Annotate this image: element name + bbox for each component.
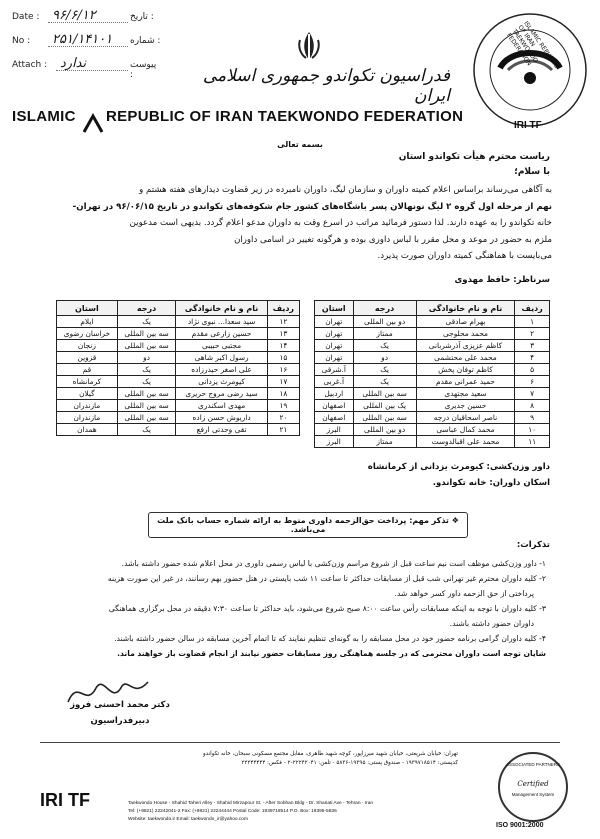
date-value: ۹۶/۶/۱۲ xyxy=(52,8,96,23)
cell-row-number: ۱۰ xyxy=(515,424,550,436)
cell-name: محمد محلوجی xyxy=(416,328,515,340)
cell-name: سید رضی مروج حریری xyxy=(176,388,268,400)
cell-row-number: ۲ xyxy=(515,328,550,340)
note-item: داوران حضور داشته باشند. xyxy=(449,619,534,628)
table-row xyxy=(57,424,300,436)
cell-province: تهران xyxy=(315,328,354,340)
cell-row-number: ۷ xyxy=(515,388,550,400)
signatory-title: دبیرفدراسیون xyxy=(90,716,150,726)
note-item: شایان توجه است داوران محترمی که در جلسه هماهنگی روز مسابقات حضور نیابند از انجام قضاوت باز خواهند ماند. xyxy=(117,649,546,658)
cell-rank: سه بین المللی xyxy=(117,412,176,424)
cell-row-number: ۱۲ xyxy=(267,316,299,328)
logo-ring-text: ISLAMIC REPUBLIC OF IRAN TAEKWONDO FEDERATION xyxy=(505,20,560,70)
cell-row-number: ۹ xyxy=(515,412,550,424)
letter-paragraph xyxy=(40,182,552,265)
cell-name: مهدی اسکندری xyxy=(176,400,268,412)
footer-logo: IRI TF xyxy=(40,790,90,810)
letter-meta xyxy=(12,10,162,80)
table-row xyxy=(315,376,550,388)
footer-web-en: Website: taekwondo.ir Email: taekwondo_ir@yahoo.com xyxy=(128,817,248,822)
cell-row-number: ۲۰ xyxy=(267,412,299,424)
head-referee: سرناظر: حافظ مهدوی xyxy=(454,275,550,285)
cell-rank: سه بین المللی xyxy=(117,388,176,400)
cell-row-number: ۱۴ xyxy=(267,340,299,352)
cell-name: سید سعدا... نبوی نژاد xyxy=(176,316,268,328)
cell-name: حسین جدیری xyxy=(416,400,515,412)
bismillah: بسمه تعالی xyxy=(277,140,323,149)
cert-top: ASSOCIATED PARTNERS xyxy=(505,762,560,767)
table-row xyxy=(315,388,550,400)
cell-name: علی اصغر حیدرزاده xyxy=(176,364,268,376)
referees-table-left xyxy=(56,300,300,436)
cell-province: تهران xyxy=(315,340,354,352)
footer-address xyxy=(128,750,458,768)
cell-rank: یک xyxy=(117,316,176,328)
column-header-province: استان xyxy=(57,301,118,316)
cell-rank: یک xyxy=(117,376,176,388)
cell-name: مجتبی حبیبی xyxy=(176,340,268,352)
cell-rank: یک xyxy=(353,376,416,388)
cell-row-number: ۱۵ xyxy=(267,352,299,364)
cell-name: کاظم توفان پخش xyxy=(416,364,515,376)
cell-rank: یک xyxy=(353,340,416,352)
column-header-row-number: ردیف xyxy=(515,301,550,316)
cell-rank: سه بین المللی xyxy=(117,328,176,340)
column-header-name: نام و نام خانوادگی xyxy=(416,301,515,316)
cell-province: البرز xyxy=(315,436,354,448)
table-row xyxy=(315,412,550,424)
table-row xyxy=(315,400,550,412)
cell-rank: ممتاز xyxy=(353,328,416,340)
referees-table-right xyxy=(314,300,550,448)
footer-phones-en: Tel: (+9821) 22242041-2 Fax: (+9821) 22244444 Postal Code: 1939718514 P.O. Box: 19395-5836 xyxy=(128,809,337,814)
cell-province: ایلام xyxy=(57,316,118,328)
federation-logo xyxy=(470,8,590,138)
table-row xyxy=(57,364,300,376)
recipient: ریاست محترم هیأت تکواندو استان xyxy=(398,152,550,162)
cell-province: قزوین xyxy=(57,352,118,364)
table-row xyxy=(315,340,550,352)
table-body-right xyxy=(315,316,550,448)
cell-name: محمد علی محتشمی xyxy=(416,352,515,364)
cell-name: سعید مجتهدی xyxy=(416,388,515,400)
cell-row-number: ۶ xyxy=(515,376,550,388)
note-item: پرداختی از حق الزحمه داور کسر خواهد شد. xyxy=(394,589,534,598)
iso-label: ISO 9001:2000 xyxy=(496,822,544,829)
column-header-rank: درجه xyxy=(353,301,416,316)
cell-name: تقی وحدتی ارفع xyxy=(176,424,268,436)
cell-row-number: ۱۷ xyxy=(267,376,299,388)
cell-name: حسین زارعی مقدم xyxy=(176,328,268,340)
column-header-row-number: ردیف xyxy=(267,301,299,316)
signatory-name: دکتر محمد احسنی فروز xyxy=(70,700,170,710)
table-body-left xyxy=(57,316,300,436)
cell-province: تهران xyxy=(315,352,354,364)
federation-name-en-left: ISLAMIC xyxy=(12,108,76,125)
cell-province: قم xyxy=(57,364,118,376)
cell-rank: ممتاز xyxy=(353,436,416,448)
column-header-name: نام و نام خانوادگی xyxy=(176,301,268,316)
iso-certification-seal xyxy=(498,752,568,822)
cell-name: محمد کمال عباسی xyxy=(416,424,515,436)
attach-label: Attach : xyxy=(12,60,48,70)
cell-province: کرمانشاه xyxy=(57,376,118,388)
cell-row-number: ۴ xyxy=(515,352,550,364)
cell-rank: دو xyxy=(353,352,416,364)
table-row xyxy=(57,388,300,400)
federation-name-en-right: REPUBLIC OF IRAN TAEKWONDO FEDERATION xyxy=(106,108,464,125)
date-label-fa: تاریخ : xyxy=(130,12,154,22)
cell-province: مازندران xyxy=(57,412,118,424)
footer-address-en: Taekwondo House - Shahid Taheri Alley - Shahid Mirzapour St. - After Sobhan Bldg - Dr. Shariati Ave - Tehran - Iran xyxy=(128,801,374,806)
table-row xyxy=(57,400,300,412)
cell-row-number: ۱ xyxy=(515,316,550,328)
cell-province: مازندران xyxy=(57,400,118,412)
iran-emblem-icon xyxy=(296,30,322,62)
payment-reminder-box xyxy=(148,512,468,538)
number-label-fa: شماره : xyxy=(130,36,161,46)
cell-province: البرز xyxy=(315,424,354,436)
cell-name: محمد علی اقبالدوست xyxy=(416,436,515,448)
cell-rank: یک بین المللی xyxy=(353,400,416,412)
attach-value: ندارد xyxy=(60,56,87,71)
cell-name: داریوش حسن زاده xyxy=(176,412,268,424)
table-header-row xyxy=(57,301,300,316)
table-row xyxy=(57,376,300,388)
table-row xyxy=(57,316,300,328)
table-row xyxy=(315,436,550,448)
cell-row-number: ۸ xyxy=(515,400,550,412)
table-header-row xyxy=(315,301,550,316)
cell-name: رسول اکبر شاهی xyxy=(176,352,268,364)
paragraph-line: می‌بایست با هماهنگی کمیته داوران صورت پذیرد. xyxy=(377,251,552,261)
column-header-province: استان xyxy=(315,301,354,316)
federation-name-fa: فدراسیون تکواندو جمهوری اسلامی ایران xyxy=(202,66,450,106)
paragraph-line: خانه تکواندو را به عهده دارند. لذا دستور فرمائید مراتب در اسرع وقت به داوران مدعو اعلام گردد. بدیهی است مدعوین xyxy=(129,218,552,228)
weigh-in-referee: داور وزن‌کشی: کیومرث یزدانی از کرمانشاه xyxy=(367,462,550,472)
cell-rank: سه بین المللی xyxy=(353,412,416,424)
date-label: Date : xyxy=(12,12,40,22)
cell-row-number: ۱۳ xyxy=(267,328,299,340)
cell-rank: سه بین المللی xyxy=(117,340,176,352)
table-row xyxy=(315,352,550,364)
cell-rank: یک xyxy=(117,424,176,436)
cell-rank: یک xyxy=(353,364,416,376)
note-item: ۲- کلیه داوران محترم غیر تهرانی شب قبل از مسابقات حداکثر تا ساعت ۱۱ شب بایستی در هتل حضور بهم رسانند، در غیر این صورت هزینه xyxy=(107,574,546,583)
cell-province: آ.شرقی xyxy=(315,364,354,376)
cell-name: ناصر اسحاقیان درچه xyxy=(416,412,515,424)
cell-rank: سه بین المللی xyxy=(353,388,416,400)
table-row xyxy=(57,340,300,352)
cell-name: کیومرث یزدانی xyxy=(176,376,268,388)
notes-title: تذکرات: xyxy=(516,540,550,550)
cell-province: خراسان رضوی xyxy=(57,328,118,340)
table-row xyxy=(315,316,550,328)
cell-row-number: ۱۶ xyxy=(267,364,299,376)
cell-province: اصفهان xyxy=(315,412,354,424)
note-item: ۱- داور وزن‌کشی موظف است نیم ساعت قبل از شروع مراسم وزن‌کشی با لباس رسمی داوری در محل اعلام شده حضور داشته باشد. xyxy=(121,559,546,568)
cell-province: زنجان xyxy=(57,340,118,352)
column-header-rank: درجه xyxy=(117,301,176,316)
cell-rank: یک xyxy=(117,364,176,376)
cert-mid: Certified xyxy=(517,780,549,788)
cell-name: کاظم عزیزی آذرشربانی xyxy=(416,340,515,352)
footer-address-en-block xyxy=(128,800,458,824)
cell-province: تهران xyxy=(315,316,354,328)
cell-row-number: ۳ xyxy=(515,340,550,352)
paragraph-line: به آگاهی می‌رساند براساس اعلام کمیته داوران و سازمان لیگ، داوران نامبرده در زیر قضاوت دیدارهای هفته هشتم و xyxy=(139,185,552,195)
paragraph-line: ملزم به حضور در موعد و محل مقرر با لباس داوری بوده و هرگونه تغییر در اسامی داوران xyxy=(234,234,552,245)
logo-text: IRI TF xyxy=(514,120,542,131)
table-row xyxy=(57,412,300,424)
attach-label-fa: پیوست : xyxy=(130,60,157,80)
cell-province: اصفهان xyxy=(315,400,354,412)
note-item: ۴- کلیه داوران گرامی برنامه حضور خود در محل مسابقه را به گونه‌ای تنظیم نمایند که تا اتمام آخرین مسابقه در سالن حضور داشته باشند. xyxy=(114,634,546,643)
cell-name: بهرام صادقی xyxy=(416,316,515,328)
table-row xyxy=(57,328,300,340)
cell-row-number: ۱۸ xyxy=(267,388,299,400)
lodging-info: اسکان داوران: خانه تکواندو. xyxy=(432,478,550,488)
greeting: با سلام؛ xyxy=(514,167,550,177)
cell-rank: دو xyxy=(117,352,176,364)
paragraph-line: نهم از مرحله اول گروه ۲ لیگ نونهالان پسر باشگاه‌های کشور جام شکوفه‌های تکواندو در تاریخ ۹۶/۰۶/۱۵ در تهران- xyxy=(72,201,552,212)
cell-rank: سه بین المللی xyxy=(117,400,176,412)
table-row xyxy=(57,352,300,364)
notes-list xyxy=(40,556,546,661)
cell-rank: دو بین المللی xyxy=(353,316,416,328)
cert-sub: Management System xyxy=(511,792,555,797)
footer-divider xyxy=(40,742,560,743)
table-row xyxy=(315,328,550,340)
table-row xyxy=(315,424,550,436)
number-value: ۲۵۱/۱۴۱۰۱ xyxy=(52,32,113,47)
cell-row-number: ۵ xyxy=(515,364,550,376)
cell-row-number: ۱۱ xyxy=(515,436,550,448)
cell-province: آ.غربی xyxy=(315,376,354,388)
cell-name: حمید عمرانی مقدم xyxy=(416,376,515,388)
note-item: ۳- کلیه داوران با توجه به اینکه مسابقات رأس ساعت ۸:۰۰ صبح شروع می‌شود، باید حداکثر تا ساعت ۷:۳۰ دقیقه در محل برگزاری هماهنگی xyxy=(108,604,546,613)
cell-province: گیلان xyxy=(57,388,118,400)
table-row xyxy=(315,364,550,376)
footer-address-fa: تهران: خیابان شریعتی، خیابان شهید میرزاپور، کوچه شهید طاهری، مقابل مجتمع مسکونی سبحان، خانه تکواندو xyxy=(202,751,458,757)
cell-rank: دو بین المللی xyxy=(353,424,416,436)
footer-phones-fa: کدپستی: ۱۹۳۹۷۱۸۵۱۴ - صندوق پستی: ۱۹۳۹۵-۵۸۳۶ - تلفن: ۲۲۲۴۲۰۴۱-۲ - فکس: ۲۲۲۴۴۴۴۴ xyxy=(241,760,458,766)
cell-row-number: ۱۹ xyxy=(267,400,299,412)
number-label: No : xyxy=(12,36,31,46)
cell-province: اردبیل xyxy=(315,388,354,400)
cell-row-number: ۲۱ xyxy=(267,424,299,436)
cell-province: همدان xyxy=(57,424,118,436)
payment-reminder-text: ❖ تذکر مهم: پرداخت حق‌الزحمه داوری منوط به ارائه شماره حساب بانک ملت می‌باشد. xyxy=(157,516,459,534)
chevron-logo-icon xyxy=(82,112,104,134)
